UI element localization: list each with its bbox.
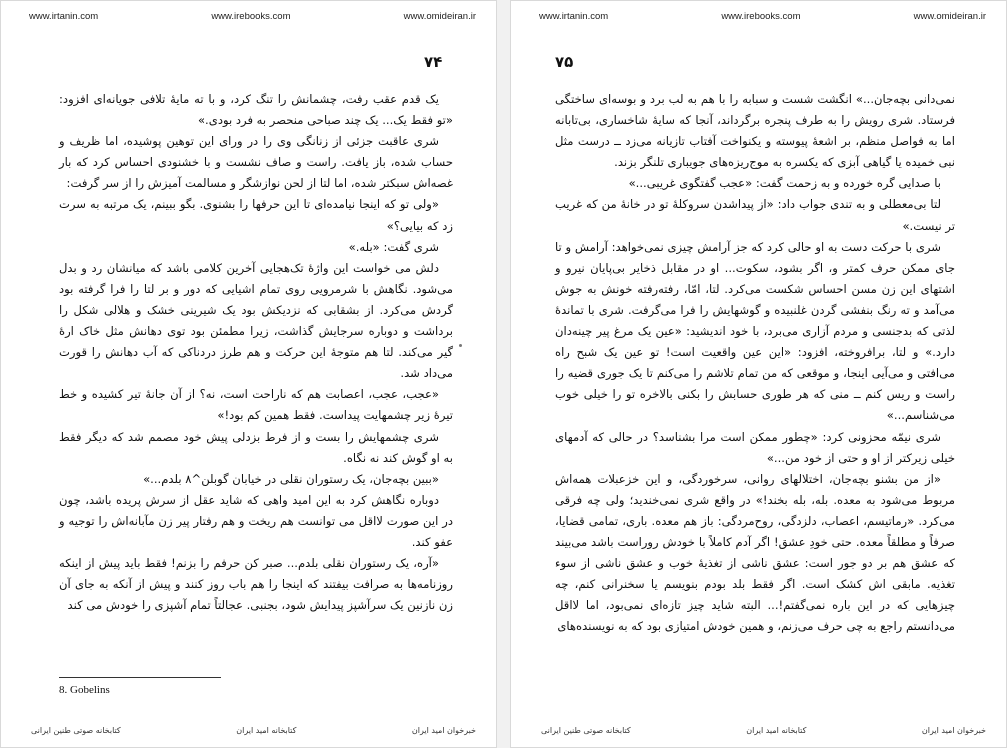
left-page (0, 0, 497, 748)
footer-label: کتابخانه صوتی طنین ایرانی (541, 726, 631, 735)
margin-dot (459, 344, 462, 347)
page-footer (541, 726, 986, 735)
page-body (555, 89, 955, 637)
right-page (510, 0, 1007, 748)
header-link-irebooks[interactable]: www.irebooks.com (211, 11, 291, 22)
page-footer (31, 726, 476, 735)
paragraph: شری گفت: «بله.» (348, 239, 439, 254)
header-link-irebooks[interactable]: www.irebooks.com (721, 11, 801, 22)
paragraph: شری چشمهایش را بست و از فرط بزدلی پیش خود مصمم شد که دیگر فقط به او گوش کند نه نگاه. (59, 429, 453, 465)
page-header (29, 11, 476, 23)
paragraph: با صدایی گره خورده و به زحمت گفت: «عجب گفتگوی غریبی...» (628, 176, 941, 191)
paragraph: لتا بی‌معطلی و به تندی جواب داد: «از پیداشدن سروکلهٔ تو در خانهٔ من که غریب تر نیست.» (555, 197, 955, 233)
paragraph: «آره، یک رستوران نقلی بلدم... صبر کن حرفم را بزنم! فقط باید پیش از اینکه روزنامه‌ها به صرافت بیفتند که اینجا را هم باب روز کنند و پیش از آنکه به جای آن زن نازنین یک سرآشپز پیدایش شود، بجنبی. عجالتاً تمام آشپزی را خودش می کند (59, 556, 453, 613)
footnote-divider (59, 677, 221, 678)
paragraph: نمی‌دانی بچه‌جان...» انگشت شست و سبابه را با هم به لب برد و بوسه‌ای ساختگی فرستاد. شری رویش را به طرف پنجره برگرداند، آنجا که سایهٔ شاخساری، بی‌تابانه اما به فواصل منظم، بر اشعهٔ پیوسته و یکنواخت آفتاب تازیانه می‌زد ــ درست مثل نبی خمیده یا گیاهی آبزی که یکسره به موج‌ریزه‌های جویباری تلنگر بزند. (555, 92, 955, 170)
footer-label: کتابخانه امید ایران (236, 726, 297, 735)
page-gutter (497, 0, 510, 748)
paragraph: «ولی تو که اینجا نیامده‌ای تا این حرفها را بشنوی. بگو ببینم، یک مرتبه به سرت زد که بیایی؟» (59, 197, 453, 233)
paragraph: دوباره نگاهش کرد به این امید واهی که شاید عقل از سرش پریده باشد، چون در این صورت لااقل می توانست هم ریخت و هم رفتار پیر زن مآبانه‌اش را توجیه و عفو کند. (59, 492, 453, 549)
footer-label: خبرخوان امید ایران (411, 726, 476, 735)
page-number: ۷۵ (555, 53, 574, 71)
footer-label: خبرخوان امید ایران (921, 726, 986, 735)
page-body (59, 89, 453, 616)
footer-label: کتابخانه صوتی طنین ایرانی (31, 726, 121, 735)
page-header (539, 11, 986, 23)
header-link-omideiran[interactable]: www.omideiran.ir (913, 11, 986, 22)
header-link-omideiran[interactable]: www.omideiran.ir (403, 11, 476, 22)
paragraph: شری عاقبت جزئی از زنانگی وی را در ورای این توهین پوشیده، اما ظریف و حساب شده، باز یافت. راست و صاف نشست و با خشنودی احساس کرد که بار غصه‌اش سبکتر شده، اما لتا از لحن نوازشگر و مسالمت آمیزش را از سر گرفت: (59, 134, 453, 191)
paragraph: شری نیمّه محزونی کرد: «چطور ممکن است مرا بشناسد؟ در حالی که آدمهای خیلی زیرکتر از او و حتی از خود من...» (555, 429, 955, 465)
footer-label: کتابخانه امید ایران (746, 726, 807, 735)
paragraph: «عجب، عجب، اعصابت هم که ناراحت است، نه؟ از آن جانهٔ تیر کشیده و خط تیرهٔ زیر چشمهایت پیداست. فقط همین کم بود!» (59, 387, 453, 423)
footnote: 8. Gobelins (59, 684, 110, 696)
paragraph: «ببین بچه‌جان، یک رستوران نقلی در خیابان گوبلن^۸ بلدم...» (143, 471, 439, 486)
header-link-irtanin[interactable]: www.irtanin.com (29, 11, 99, 22)
paragraph: «از من بشنو بچه‌جان، اختلالهای روانی، سرخوردگی، و این خزعبلات همه‌اش مربوط می‌شود به معده. بله، بله بخند!» در واقع شری نمی‌خندید؛ ولی چه فرقی می‌کرد. «رماتیسم، اعصاب، دلزدگی، روح‌مردگی: باز هم معده. باری، تمامی قضایا، صرفاً و مطلقاً معده. حتی خودِ عشق! اگر آدم کاملاً با خودش روراست باشد می‌بیند که عشق هم بر دو جور است: عشق ناشی از تغذیهٔ خوب و عشق ناشی از سوء تغذیه. مابقی اش کشک است. اگر فقط بلد بودم بنویسم یا سخنرانی کنم، چه چیزهایی که در این باره نمی‌گفتم!... البته شاید چیز تازه‌ای نمی‌بود، اما لااقل می‌دانستم راجع به چی حرف می‌زنم، و همین خودش امتیازی بود که به نویسنده‌های (555, 471, 955, 634)
paragraph: دلش می خواست این واژهٔ تک‌هجایی آخرین کلامی باشد که میانشان رد و بدل می‌شود. نگاهش با شرمرویی روی تمام اشیایی که دور و بر لتا را فرا گرفته بود گردش می‌کرد. از بشقابی که نزدیکش بود یک شیرینی خشک و هلالی شکل را برداشت و دوباره سرجایش گذاشت، زیرا مطمئن بود توی دهانش مثل خاک ارهٔ گیر می‌کند. لتا هم متوجهٔ این حرکت و هم طرز دردناکی که آب دهانش را قورت می‌داد شد. (59, 260, 453, 381)
header-link-irtanin[interactable]: www.irtanin.com (539, 11, 609, 22)
paragraph: یک قدم عقب رفت، چشمانش را تنگ کرد، و با ته مایهٔ تلافی جویانه‌ای افزود: «تو فقط یک... یک چند صباحی منحصر به فرد بودی.» (59, 92, 453, 128)
paragraph: شری با حرکت دست به او حالی کرد که جز آرامش چیزی نمی‌خواهد: آرامش و تا جای ممکن حرف کمتر و، اگر بشود، سکوت... او در مقابل ذخایر بی‌پایان نیرو و اشتهای این زن مسن احساس شکست می‌کرد. لتا، امّا، رفته‌رفته خونش به جوش می‌آمد و ته رنگ بنفشی گردن غلنبیده و گوشهایش را فرا می‌گرفت. شری با تماندهٔ لذتی که بدجنسی و مردم آزاری می‌برد، با خود اندیشید: «عین یک مرغ پیر چینه‌دان دارد.» و لتا، برافروخته، افزود: «این عین واقعیت است! تو عین یک شبح راه می‌افتی و می‌آیی اینجا، و موقعی که من تمام تلاشم را می‌کنم تا یک جوری قضیه را راست و ریس کنم ــ منی که هر طوری حسابش را بکنی بالاخره تو را خیلی خوب می‌شناسم...» (555, 239, 955, 423)
page-number: ۷۴ (424, 53, 443, 71)
